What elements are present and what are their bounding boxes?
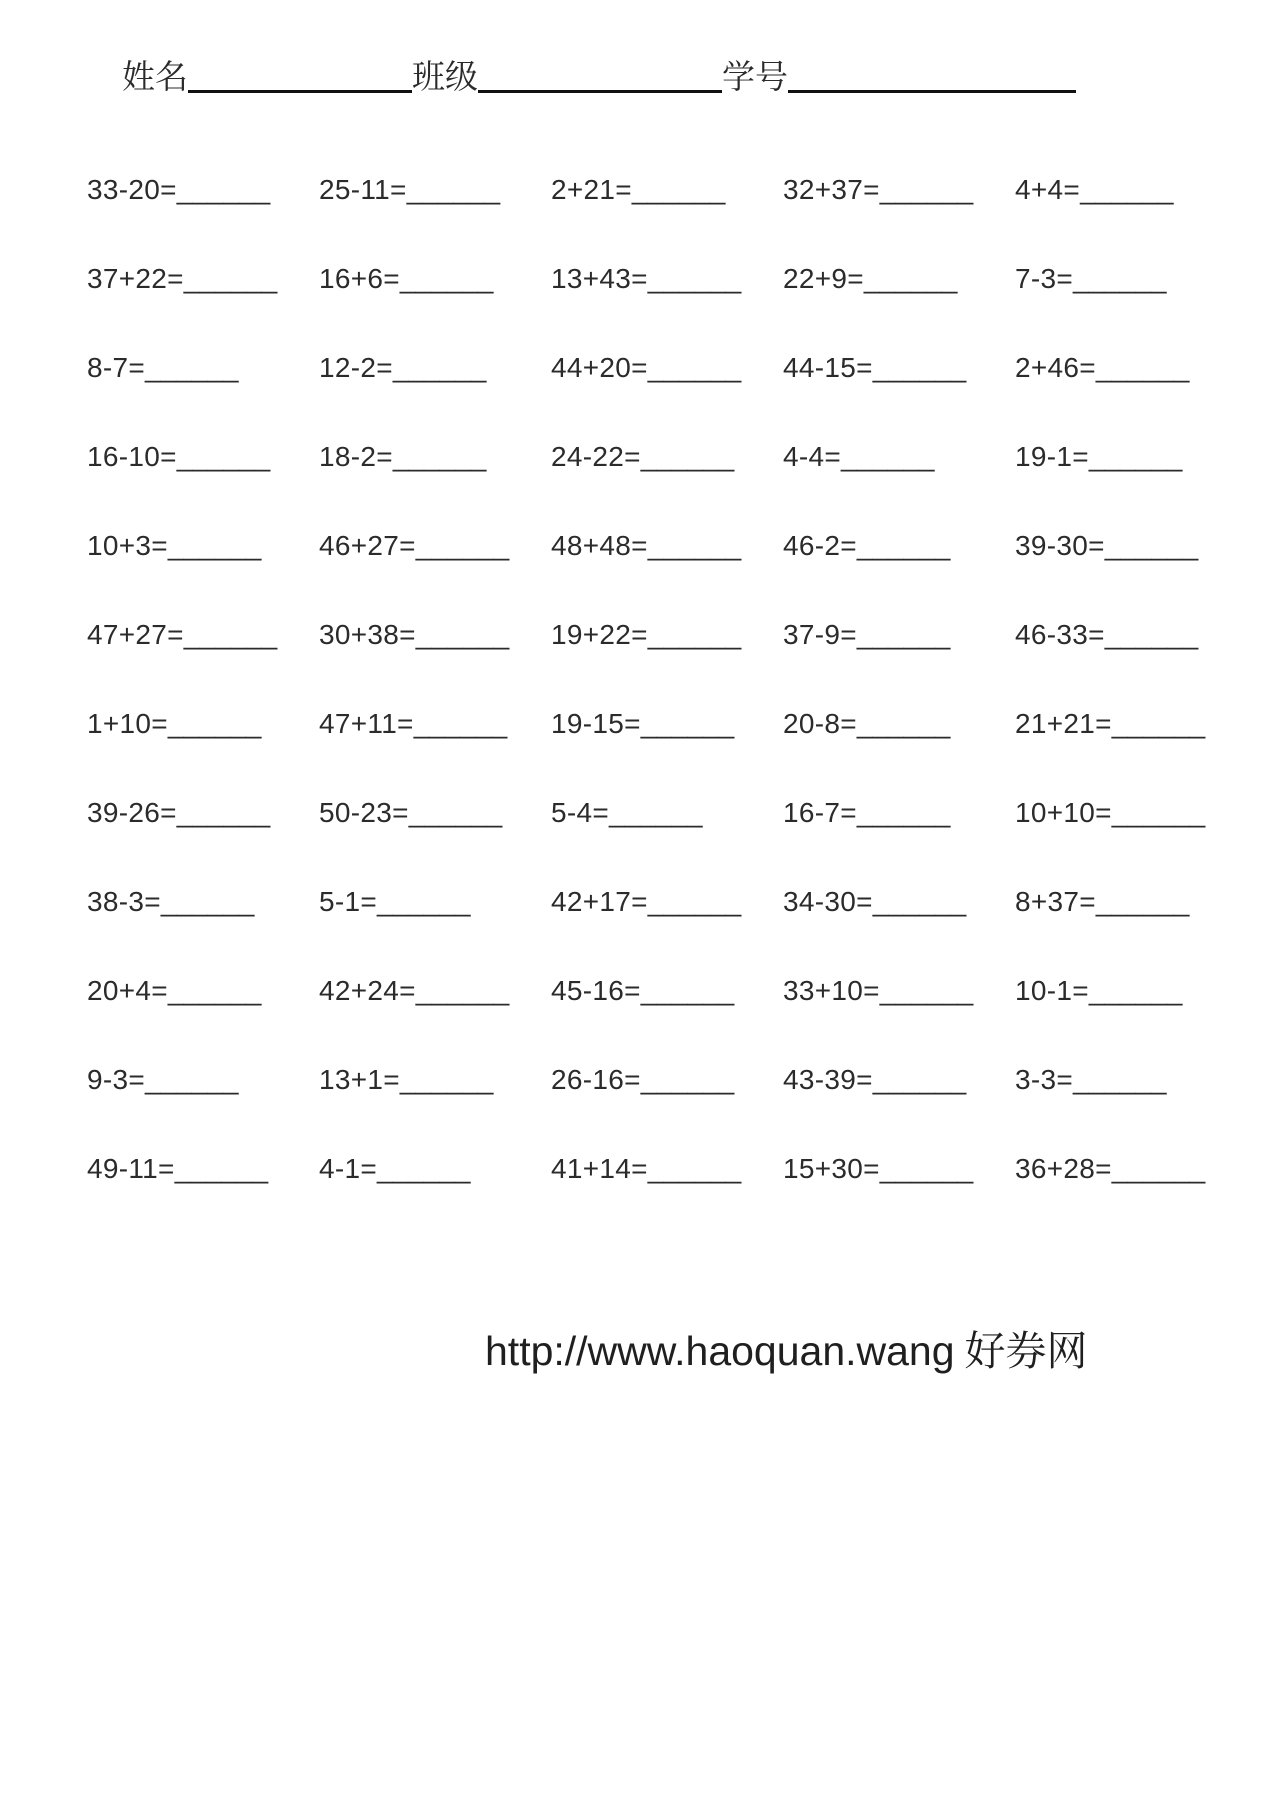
problem-item	[319, 170, 551, 259]
problem-expression: 13+1=	[319, 1064, 400, 1095]
problem-item	[551, 437, 783, 526]
problem-item	[1015, 526, 1247, 615]
problem-row	[87, 437, 1247, 526]
problem-item	[551, 1060, 783, 1149]
problem-expression: 2+21=	[551, 174, 632, 205]
problem-item	[319, 615, 551, 704]
class-blank-line[interactable]	[478, 89, 722, 93]
answer-blank[interactable]: ______	[879, 174, 974, 205]
problem-item	[551, 170, 783, 259]
answer-blank[interactable]: ______	[399, 1064, 494, 1095]
problem-expression: 18-2=	[319, 441, 393, 472]
problem-row	[87, 793, 1247, 882]
answer-blank[interactable]: ______	[174, 1153, 269, 1184]
problem-item	[1015, 615, 1247, 704]
problem-item	[783, 971, 1015, 1060]
problem-item	[87, 259, 319, 348]
problem-expression: 50-23=	[319, 797, 409, 828]
problem-expression: 1+10=	[87, 708, 168, 739]
answer-blank[interactable]: ______	[183, 619, 278, 650]
problem-item	[783, 437, 1015, 526]
problem-item	[319, 1060, 551, 1149]
answer-blank[interactable]: ______	[872, 886, 967, 917]
answer-blank[interactable]: ______	[167, 975, 262, 1006]
problem-item	[783, 259, 1015, 348]
problem-row	[87, 348, 1247, 437]
problem-expression: 20+4=	[87, 975, 168, 1006]
answer-blank[interactable]: ______	[415, 975, 510, 1006]
problem-row	[87, 704, 1247, 793]
problem-item	[1015, 348, 1247, 437]
answer-blank[interactable]: ______	[415, 530, 510, 561]
answer-blank[interactable]: ______	[640, 708, 735, 739]
problem-item	[87, 170, 319, 259]
problem-expression: 12-2=	[319, 352, 393, 383]
problem-item	[319, 259, 551, 348]
problem-expression: 34-30=	[783, 886, 873, 917]
problem-expression: 39-26=	[87, 797, 177, 828]
problem-expression: 16-7=	[783, 797, 857, 828]
problem-item	[87, 615, 319, 704]
problem-item	[1015, 793, 1247, 882]
problem-expression: 19-1=	[1015, 441, 1089, 472]
answer-blank[interactable]: ______	[1080, 174, 1174, 205]
problem-row	[87, 1149, 1247, 1238]
problem-expression: 5-4=	[551, 797, 610, 828]
answer-blank[interactable]: ______	[415, 619, 510, 650]
answer-blank[interactable]: ______	[167, 708, 262, 739]
problem-expression: 19+22=	[551, 619, 648, 650]
problem-expression: 13+43=	[551, 263, 648, 294]
problem-item	[783, 348, 1015, 437]
problem-expression: 42+24=	[319, 975, 416, 1006]
problem-item	[783, 170, 1015, 259]
problem-item	[551, 259, 783, 348]
name-blank-line[interactable]	[188, 89, 412, 93]
problem-item	[87, 1149, 319, 1238]
answer-blank[interactable]: ______	[856, 530, 951, 561]
answer-blank[interactable]: ______	[408, 797, 503, 828]
answer-blank[interactable]: ______	[609, 797, 703, 828]
problem-expression: 33+10=	[783, 975, 880, 1006]
problem-row	[87, 526, 1247, 615]
problem-expression: 8-7=	[87, 352, 146, 383]
problem-item	[87, 793, 319, 882]
answer-blank[interactable]: ______	[392, 441, 487, 472]
problem-expression: 10+3=	[87, 530, 168, 561]
problem-item	[783, 704, 1015, 793]
problem-item	[783, 526, 1015, 615]
problem-item	[319, 1149, 551, 1238]
answer-blank[interactable]: ______	[392, 352, 487, 383]
problem-expression: 37+22=	[87, 263, 184, 294]
answer-blank[interactable]: ______	[872, 1064, 967, 1095]
answer-blank[interactable]: ______	[863, 263, 958, 294]
problem-expression: 43-39=	[783, 1064, 873, 1095]
problem-expression: 20-8=	[783, 708, 857, 739]
problem-expression: 10-1=	[1015, 975, 1089, 1006]
problem-expression: 32+37=	[783, 174, 880, 205]
problem-expression: 38-3=	[87, 886, 161, 917]
problem-item	[87, 882, 319, 971]
answer-blank[interactable]: ______	[647, 619, 742, 650]
problem-item	[319, 971, 551, 1060]
problem-item	[319, 882, 551, 971]
problem-expression: 47+27=	[87, 619, 184, 650]
problem-expression: 47+11=	[319, 708, 414, 739]
problem-item	[1015, 170, 1247, 259]
answer-blank[interactable]: ______	[183, 263, 278, 294]
answer-blank[interactable]: ______	[640, 975, 735, 1006]
problem-expression: 16-10=	[87, 441, 177, 472]
footer-url: http://www.haoquan.wang	[485, 1328, 955, 1374]
problem-row	[87, 1060, 1247, 1149]
problem-expression: 49-11=	[87, 1153, 175, 1184]
problem-item	[1015, 259, 1247, 348]
problem-item	[551, 348, 783, 437]
answer-blank[interactable]: ______	[399, 263, 494, 294]
problem-expression: 46-2=	[783, 530, 857, 561]
answer-blank[interactable]: ______	[1104, 530, 1199, 561]
problem-item	[783, 793, 1015, 882]
problem-item	[1015, 704, 1247, 793]
problem-item	[87, 971, 319, 1060]
problem-expression: 8+37=	[1015, 886, 1096, 917]
problem-expression: 37-9=	[783, 619, 857, 650]
answer-blank[interactable]: ______	[631, 174, 726, 205]
answer-blank[interactable]: ______	[1095, 352, 1190, 383]
problem-expression: 46+27=	[319, 530, 416, 561]
problem-expression: 3-3=	[1015, 1064, 1074, 1095]
name-label: 姓名	[122, 57, 188, 96]
answer-blank[interactable]: ______	[1073, 1064, 1167, 1095]
problem-item	[1015, 882, 1247, 971]
answer-blank[interactable]: ______	[856, 619, 951, 650]
problem-item	[1015, 437, 1247, 526]
problem-item	[319, 437, 551, 526]
answer-blank[interactable]: ______	[1104, 619, 1199, 650]
problem-item	[783, 882, 1015, 971]
answer-blank[interactable]: ______	[176, 174, 271, 205]
problem-item	[87, 437, 319, 526]
answer-blank[interactable]: ______	[647, 886, 742, 917]
student-id-label: 学号	[722, 57, 788, 96]
problem-expression: 30+38=	[319, 619, 416, 650]
answer-blank[interactable]: ______	[856, 708, 951, 739]
problem-expression: 21+21=	[1015, 708, 1112, 739]
answer-blank[interactable]: ______	[856, 797, 951, 828]
problem-item	[551, 704, 783, 793]
problem-item	[783, 1060, 1015, 1149]
problem-item	[551, 971, 783, 1060]
problem-row	[87, 170, 1247, 259]
footer-watermark	[485, 1318, 1088, 1377]
problem-item	[1015, 1149, 1247, 1238]
answer-blank[interactable]: ______	[160, 886, 255, 917]
problem-expression: 46-33=	[1015, 619, 1105, 650]
problem-item	[551, 1149, 783, 1238]
answer-blank[interactable]: ______	[640, 1064, 735, 1095]
problem-item	[1015, 1060, 1247, 1149]
answer-blank[interactable]: ______	[872, 352, 967, 383]
problem-expression: 10+10=	[1015, 797, 1112, 828]
problem-item	[319, 526, 551, 615]
answer-blank[interactable]: ______	[377, 886, 471, 917]
answer-blank[interactable]: ______	[1111, 797, 1206, 828]
problem-expression: 24-22=	[551, 441, 641, 472]
answer-blank[interactable]: ______	[879, 1153, 974, 1184]
problem-expression: 41+14=	[551, 1153, 648, 1184]
answer-blank[interactable]: ______	[145, 1064, 239, 1095]
problem-item	[551, 793, 783, 882]
answer-blank[interactable]: ______	[647, 1153, 742, 1184]
answer-blank[interactable]: ______	[1088, 441, 1183, 472]
answer-blank[interactable]: ______	[1111, 1153, 1206, 1184]
answer-blank[interactable]: ______	[377, 1153, 471, 1184]
answer-blank[interactable]: ______	[647, 530, 742, 561]
problem-expression: 39-30=	[1015, 530, 1105, 561]
answer-blank[interactable]: ______	[1073, 263, 1167, 294]
answer-blank[interactable]: ______	[167, 530, 262, 561]
problem-expression: 16+6=	[319, 263, 400, 294]
answer-blank[interactable]: ______	[1088, 975, 1183, 1006]
answer-blank[interactable]: ______	[176, 797, 271, 828]
problem-row	[87, 615, 1247, 704]
answer-blank[interactable]: ______	[413, 708, 508, 739]
problem-expression: 45-16=	[551, 975, 641, 1006]
problem-expression: 26-16=	[551, 1064, 641, 1095]
problem-item	[783, 615, 1015, 704]
problem-item	[87, 348, 319, 437]
problem-expression: 22+9=	[783, 263, 864, 294]
problem-item	[87, 1060, 319, 1149]
problem-item	[551, 615, 783, 704]
answer-blank[interactable]: ______	[879, 975, 974, 1006]
problem-expression: 4-1=	[319, 1153, 378, 1184]
problem-expression: 36+28=	[1015, 1153, 1112, 1184]
footer-site-name: 好券网	[964, 1327, 1088, 1375]
problem-expression: 25-11=	[319, 174, 407, 205]
problem-expression: 2+46=	[1015, 352, 1096, 383]
answer-blank[interactable]: ______	[145, 352, 239, 383]
answer-blank[interactable]: ______	[841, 441, 935, 472]
student-info-header	[122, 57, 1076, 96]
problem-expression: 44-15=	[783, 352, 873, 383]
answer-blank[interactable]: ______	[1095, 886, 1190, 917]
arithmetic-problem-grid	[87, 170, 1247, 1238]
problem-item	[319, 793, 551, 882]
answer-blank[interactable]: ______	[176, 441, 271, 472]
problem-expression: 48+48=	[551, 530, 648, 561]
problem-row	[87, 882, 1247, 971]
answer-blank[interactable]: ______	[647, 263, 742, 294]
answer-blank[interactable]: ______	[406, 174, 501, 205]
problem-expression: 33-20=	[87, 174, 177, 205]
problem-expression: 4-4=	[783, 441, 842, 472]
problem-expression: 7-3=	[1015, 263, 1074, 294]
answer-blank[interactable]: ______	[1111, 708, 1206, 739]
problem-expression: 5-1=	[319, 886, 378, 917]
problem-expression: 4+4=	[1015, 174, 1081, 205]
student-id-blank-line[interactable]	[788, 89, 1076, 93]
problem-expression: 19-15=	[551, 708, 641, 739]
problem-row	[87, 259, 1247, 348]
problem-item	[87, 704, 319, 793]
answer-blank[interactable]: ______	[647, 352, 742, 383]
answer-blank[interactable]: ______	[640, 441, 735, 472]
problem-item	[319, 348, 551, 437]
problem-expression: 42+17=	[551, 886, 648, 917]
class-label: 班级	[412, 57, 478, 96]
problem-item	[319, 704, 551, 793]
problem-row	[87, 971, 1247, 1060]
problem-expression: 9-3=	[87, 1064, 146, 1095]
problem-expression: 44+20=	[551, 352, 648, 383]
problem-item	[1015, 971, 1247, 1060]
problem-expression: 15+30=	[783, 1153, 880, 1184]
problem-item	[783, 1149, 1015, 1238]
problem-item	[87, 526, 319, 615]
problem-item	[551, 526, 783, 615]
problem-item	[551, 882, 783, 971]
